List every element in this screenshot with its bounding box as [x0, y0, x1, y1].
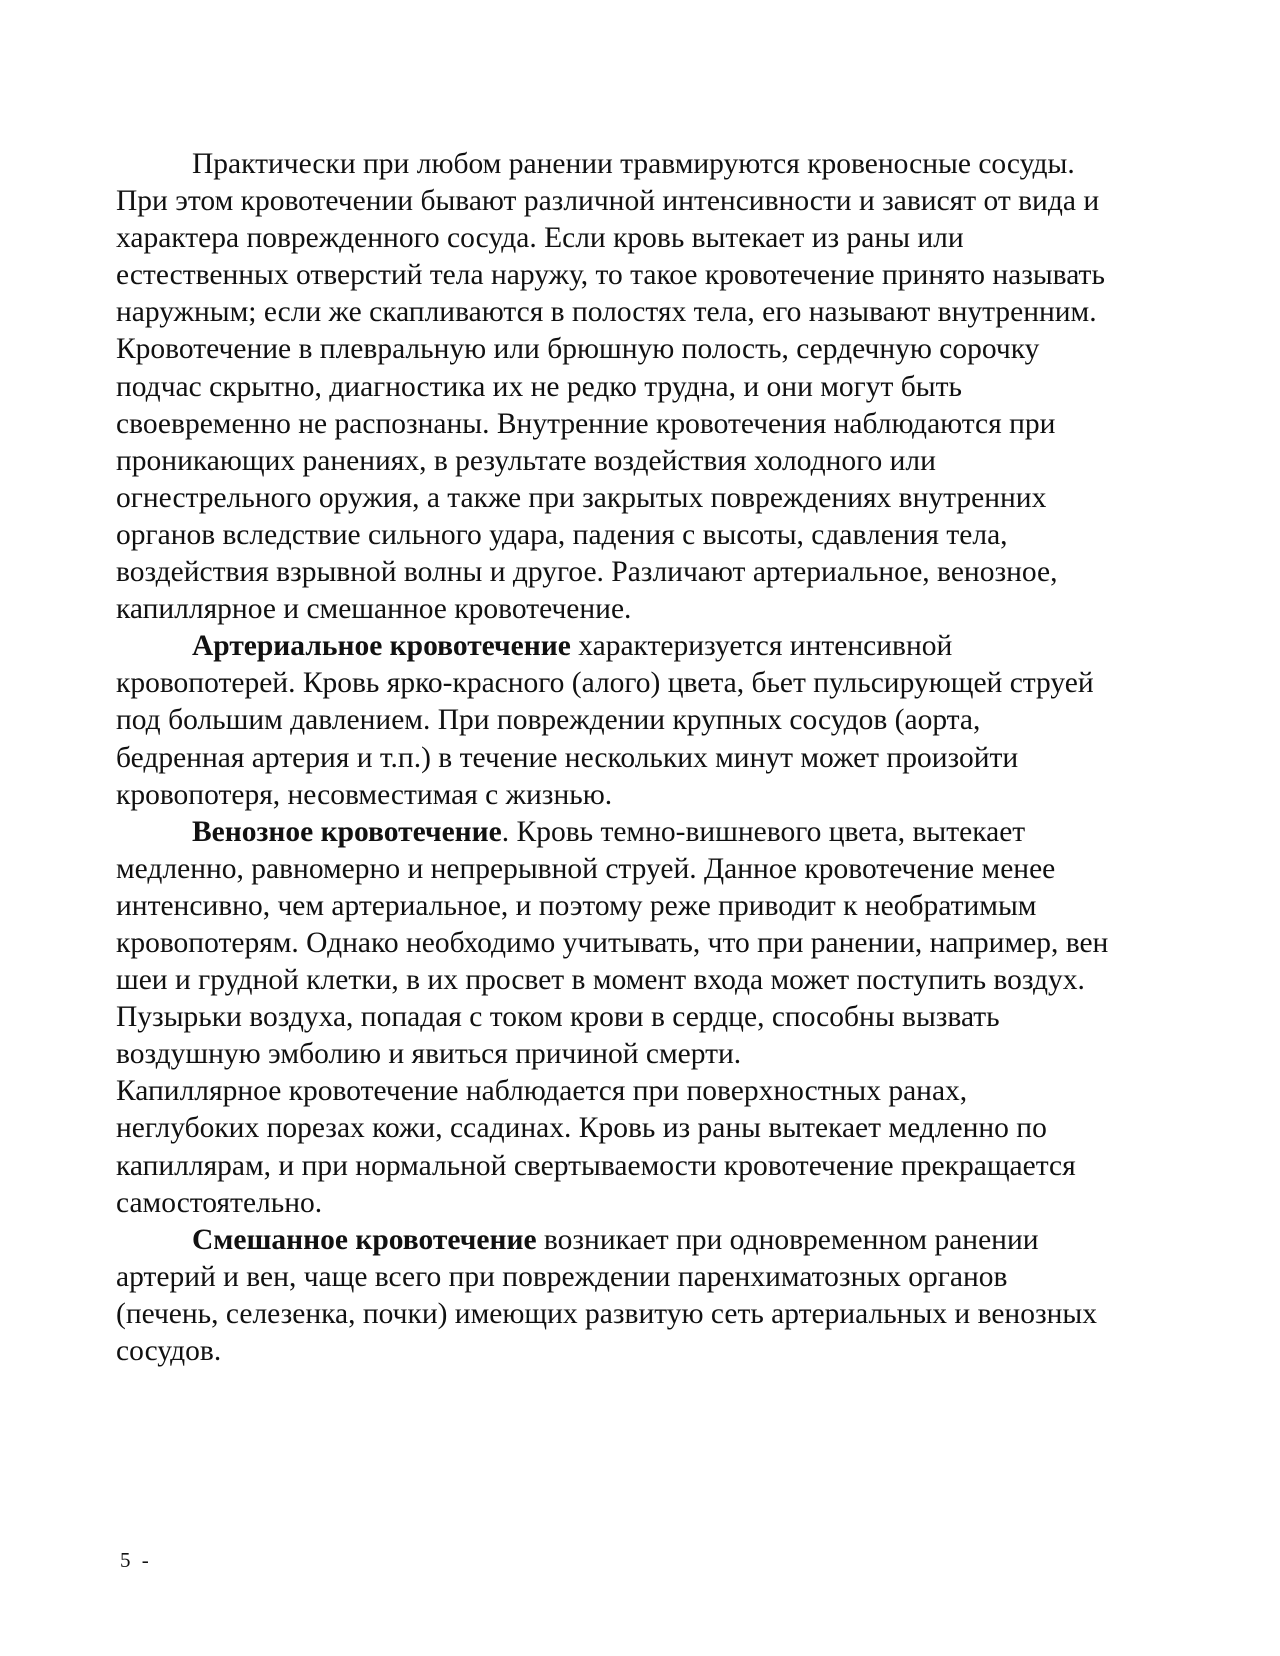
term-venous-bleeding: Венозное кровотечение	[192, 815, 502, 848]
document-body	[116, 146, 1116, 1370]
paragraph-intro-text: Практически при любом ранении травмируются кровеносные сосуды. При этом кровотечении бывают различной интенсивности и зависят от вида и характера поврежденного сосуда. Если кровь вытекает из раны или естественных отверстий тела наружу, то такое кровотечение принято называть наружным; если же скапливаются в полостях тела, его называют внутренним. Кровотечение в плевральную или брюшную полость, сердечную сорочку подчас скрытно, диагностика их не редко трудна, и они могут быть своевременно не распознаны. Внутренние кровотечения наблюдаются при проникающих ранениях, в результате воздействия холодного или огнестрельного оружия, а также при закрытых повреждениях внутренних органов вследствие сильного удара, падения с высоты, сдавления тела, воздействия взрывной волны и другое. Различают артериальное, венозное, капиллярное и смешанное кровотечение.	[116, 148, 1105, 626]
paragraph-venous	[116, 814, 1116, 1074]
page-number: 5 -	[120, 1548, 152, 1572]
paragraph-arterial	[116, 628, 1116, 813]
paragraph-mixed-text: возникает при одновременном ранении артерий и вен, чаще всего при повреждении паренхиматозных органов (печень, селезенка, почки) имеющих развитую сеть артериальных и венозных сосудов.	[116, 1223, 1097, 1367]
paragraph-capillary	[116, 1073, 1116, 1221]
term-mixed-bleeding: Смешанное кровотечение	[192, 1223, 537, 1256]
paragraph-intro	[116, 146, 1116, 628]
paragraph-arterial-text: характеризуется интенсивной кровопотерей. Кровь ярко-красного (алого) цвета, бьет пульсирующей струей под большим давлением. При повреждении крупных сосудов (аорта, бедренная артерия и т.п.) в течение нескольких минут может произойти кровопотеря, несовместимая с жизнью.	[116, 630, 1094, 811]
term-arterial-bleeding: Артериальное кровотечение	[192, 630, 571, 663]
paragraph-mixed	[116, 1222, 1116, 1370]
paragraph-capillary-text: Капиллярное кровотечение наблюдается при поверхностных ранах, неглубоких порезах кожи, ссадинах. Кровь из раны вытекает медленно по капиллярам, и при нормальной свертываемости кровотечение прекращается самостоятельно.	[116, 1075, 1076, 1219]
paragraph-venous-text: . Кровь темно-вишневого цвета, вытекает медленно, равномерно и непрерывной струей. Данное кровотечение менее интенсивно, чем артериальное, и поэтому реже приводит к необратимым кровопотерям. Однако необходимо учитывать, что при ранении, например, вен шеи и грудной клетки, в их просвет в момент входа может поступить воздух. Пузырьки воздуха, попадая с током крови в сердце, способны вызвать воздушную эмболию и явиться причиной смерти.	[116, 815, 1109, 1071]
